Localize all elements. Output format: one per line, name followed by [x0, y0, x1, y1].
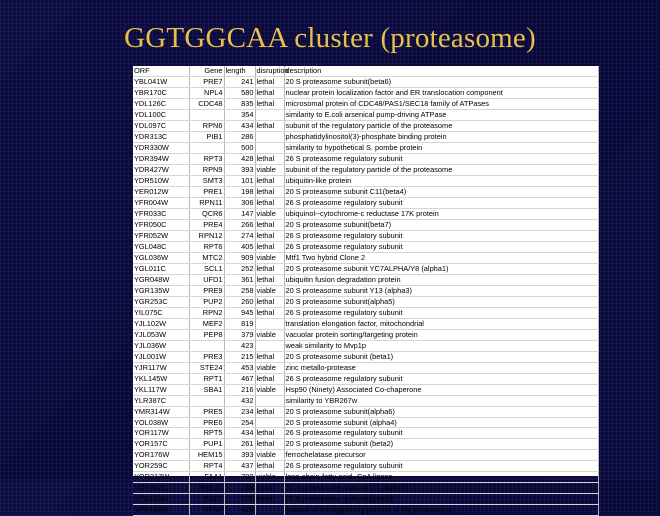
table-row — [133, 417, 598, 428]
cell-description: ferrochelatase precursor — [284, 450, 598, 461]
cell-gene: PRE6 — [189, 417, 224, 428]
cell-length: 379 — [224, 329, 255, 340]
cell-description: 20 S proteasome subunit(beta7) — [284, 219, 598, 230]
cell-length: 274 — [224, 230, 255, 241]
table-row — [133, 362, 598, 373]
cell-length: 254 — [224, 417, 255, 428]
table-row — [133, 428, 598, 439]
cell-description: weak similarity to Mvp1p — [284, 340, 598, 351]
cell-description: microsomal protein of CDC48/PAS1/SEC18 family of ATPases — [284, 98, 598, 109]
table-row — [133, 164, 598, 175]
cell-gene: HEM15 — [189, 450, 224, 461]
cell-length: 434 — [224, 120, 255, 131]
table-row — [133, 98, 598, 109]
cell-gene: RPT1 — [189, 373, 224, 384]
table-row — [133, 252, 598, 263]
cell-length: 286 — [224, 131, 255, 142]
table-row — [133, 285, 598, 296]
table-body — [133, 76, 598, 515]
cell-orf: YDL097C — [133, 120, 189, 131]
table-row — [133, 307, 598, 318]
table-row — [133, 461, 598, 472]
cell-gene: RPN2 — [189, 307, 224, 318]
cell-length: 261 — [224, 439, 255, 450]
table-row — [133, 439, 598, 450]
cell-description: Hsp90 (Ninety) Associated Co-chaperone — [284, 384, 598, 395]
cell-disruption: lethal — [255, 461, 284, 472]
cell-gene: NPL4 — [189, 87, 224, 98]
cell-disruption: lethal — [255, 175, 284, 186]
cell-description: 26 S proteasome regulatory subunit — [284, 197, 598, 208]
cell-orf: YDR510W — [133, 175, 189, 186]
cell-description: Mtf1 Two hybrid Clone 2 — [284, 252, 598, 263]
cell-description: 26 S proteasome regulatory subunit — [284, 461, 598, 472]
cell-description: ubiquitin-like protein — [284, 175, 598, 186]
cell-disruption: lethal — [255, 428, 284, 439]
cell-orf: YKL117W — [133, 384, 189, 395]
cell-orf: YOR176W — [133, 450, 189, 461]
table-row — [133, 450, 598, 461]
cell-gene: RPN12 — [189, 230, 224, 241]
cell-orf: YJR117W — [133, 362, 189, 373]
cell-disruption: lethal — [255, 241, 284, 252]
table-row — [133, 263, 598, 274]
cell-length: 500 — [224, 142, 255, 153]
cell-description: 20 S proteasome subunit(beta6) — [284, 76, 598, 87]
cell-orf: YLR387C — [133, 395, 189, 406]
cell-orf: YDL126C — [133, 98, 189, 109]
cell-length: 467 — [224, 373, 255, 384]
cell-gene: RPN11 — [189, 197, 224, 208]
cell-gene: RPN7 — [189, 505, 224, 516]
cell-orf: YJL053W — [133, 329, 189, 340]
cell-description: 20 S proteasome subunit (beta5) — [284, 494, 598, 505]
cell-gene: SMT3 — [189, 175, 224, 186]
cell-length: 393 — [224, 450, 255, 461]
cell-gene — [189, 109, 224, 120]
cell-gene: PRE10 — [189, 483, 224, 494]
cell-disruption: viable — [255, 450, 284, 461]
header-orf: ORF — [133, 66, 189, 76]
cell-orf: YOR317W — [133, 472, 189, 483]
cell-orf: YFR033C — [133, 208, 189, 219]
cell-gene: PIB1 — [189, 131, 224, 142]
cell-gene — [189, 340, 224, 351]
cell-orf: YKL145W — [133, 373, 189, 384]
table-row — [133, 153, 598, 164]
cell-disruption: lethal — [255, 373, 284, 384]
cell-disruption: lethal — [255, 351, 284, 362]
header-length: length — [224, 66, 255, 76]
cell-disruption: viable — [255, 384, 284, 395]
table-row — [133, 197, 598, 208]
cell-length: 241 — [224, 76, 255, 87]
cell-length: 288 — [224, 483, 255, 494]
cell-orf: YJL001W — [133, 351, 189, 362]
cell-disruption: lethal — [255, 98, 284, 109]
cell-disruption — [255, 505, 284, 516]
cell-orf: YFR004W — [133, 197, 189, 208]
table-row — [133, 131, 598, 142]
cell-orf: YOR259C — [133, 461, 189, 472]
gene-table — [133, 66, 599, 516]
cell-disruption: viable — [255, 252, 284, 263]
cell-disruption: lethal — [255, 483, 284, 494]
cell-length: 258 — [224, 285, 255, 296]
table-row — [133, 494, 598, 505]
table-row — [133, 109, 598, 120]
cell-description: vacuolar protein sorting/targeting protein — [284, 329, 598, 340]
cell-disruption: lethal — [255, 153, 284, 164]
header-disruption: disruption — [256, 66, 289, 75]
cell-length: 101 — [224, 175, 255, 186]
cell-gene: STE24 — [189, 362, 224, 373]
cell-gene: RPT4 — [189, 461, 224, 472]
cell-length: 147 — [224, 208, 255, 219]
cell-gene — [189, 142, 224, 153]
cell-gene: MEF2 — [189, 318, 224, 329]
cell-orf: YMR314W — [133, 406, 189, 417]
cell-length: 453 — [224, 362, 255, 373]
cell-disruption: lethal — [255, 87, 284, 98]
cell-disruption: lethal — [255, 76, 284, 87]
cell-length: 700 — [224, 472, 255, 483]
cell-description: nuclear protein localization factor and ER translocation component — [284, 87, 598, 98]
cell-length: 361 — [224, 274, 255, 285]
cell-disruption: lethal — [255, 494, 284, 505]
header-gene: Gene — [189, 66, 224, 76]
cell-length: 306 — [224, 197, 255, 208]
cell-orf: YOR157C — [133, 439, 189, 450]
cell-description: 26 S proteasome regulatory subunit — [284, 307, 598, 318]
cell-disruption: lethal — [255, 230, 284, 241]
table-row — [133, 274, 598, 285]
table-row — [133, 483, 598, 494]
cell-length: 434 — [224, 428, 255, 439]
cell-disruption: lethal — [255, 274, 284, 285]
table-row — [133, 505, 598, 516]
cell-disruption — [255, 109, 284, 120]
cell-gene: RPT5 — [189, 428, 224, 439]
cell-disruption: lethal — [255, 439, 284, 450]
cell-disruption: lethal — [255, 197, 284, 208]
cell-length: 393 — [224, 164, 255, 175]
cell-gene: PRE2 — [189, 494, 224, 505]
cell-disruption: viable — [255, 329, 284, 340]
cell-length: 909 — [224, 252, 255, 263]
cell-disruption: viable — [255, 472, 284, 483]
cell-orf: YOL038W — [133, 417, 189, 428]
table-row — [133, 175, 598, 186]
cell-length: 198 — [224, 186, 255, 197]
table-row — [133, 186, 598, 197]
cell-description: similarity to YBR267w — [284, 395, 598, 406]
cell-gene: RPT3 — [189, 153, 224, 164]
cell-length: 429 — [224, 505, 255, 516]
cell-description: subunit of the regulatory particle of the proteasome — [284, 164, 598, 175]
cell-description: long-chain-fatty-acid--CoA ligase — [284, 472, 598, 483]
cell-description: phosphatidylinositol(3)-phosphate binding protein — [284, 131, 598, 142]
cell-description: similarity to E.coli arsenical pump-driving ATPase — [284, 109, 598, 120]
cell-description: 26 S proteasome regulatory subunit — [284, 153, 598, 164]
cell-description: ubiquitin fusion degradation protein — [284, 274, 598, 285]
cell-gene: RPT6 — [189, 241, 224, 252]
cell-description: translation elongation factor, mitochondrial — [284, 318, 598, 329]
cell-description: 20 S proteasome subunit YC7ALPHA/Y8 (alpha1) — [284, 263, 598, 274]
cell-description: 20 S proteasome subunit(alpha6) — [284, 406, 598, 417]
cell-disruption: lethal — [255, 406, 284, 417]
table-row — [133, 241, 598, 252]
cell-orf: YGL036W — [133, 252, 189, 263]
cell-disruption: lethal — [255, 186, 284, 197]
table-row — [133, 76, 598, 87]
cell-description: subunit of the regulatory particle of the proteasome — [284, 505, 598, 516]
cell-orf: YPR103W — [133, 494, 189, 505]
spreadsheet-table-image — [133, 66, 598, 515]
cell-gene: PRE3 — [189, 351, 224, 362]
cell-gene: CDC48 — [189, 98, 224, 109]
cell-gene: PRE4 — [189, 219, 224, 230]
header-description: description — [284, 66, 598, 76]
table-row — [133, 340, 598, 351]
cell-disruption — [255, 131, 284, 142]
cell-gene: PRE5 — [189, 406, 224, 417]
cell-disruption: lethal — [255, 307, 284, 318]
cell-orf: YGR048W — [133, 274, 189, 285]
table-header-row — [133, 66, 598, 76]
table-row — [133, 120, 598, 131]
cell-orf: YJL036W — [133, 340, 189, 351]
table-row — [133, 395, 598, 406]
cell-length: 432 — [224, 395, 255, 406]
cell-disruption — [255, 340, 284, 351]
cell-orf: YGR135W — [133, 285, 189, 296]
cell-length: 266 — [224, 219, 255, 230]
cell-gene: PRE1 — [189, 186, 224, 197]
cell-description: 26 S proteasome regulatory subunit — [284, 428, 598, 439]
cell-gene: RPN9 — [189, 164, 224, 175]
cell-disruption — [255, 142, 284, 153]
cell-gene: SBA1 — [189, 384, 224, 395]
cell-length: 287 — [224, 494, 255, 505]
cell-disruption: viable — [255, 164, 284, 175]
cell-description: 20 S proteasome subunit (beta2) — [284, 439, 598, 450]
cell-gene: PRE9 — [189, 285, 224, 296]
cell-length: 405 — [224, 241, 255, 252]
cell-description: 20 S proteasome subunit C1 (alpha7) — [284, 483, 598, 494]
cell-disruption: viable — [255, 208, 284, 219]
table-row — [133, 296, 598, 307]
cell-description: 26 S proteasome regulatory subunit — [284, 373, 598, 384]
cell-gene: PUP2 — [189, 296, 224, 307]
table-row — [133, 142, 598, 153]
table-row — [133, 406, 598, 417]
cell-orf: YDL100C — [133, 109, 189, 120]
cell-orf: YPR108W — [133, 505, 189, 516]
table-row — [133, 318, 598, 329]
cell-length: 252 — [224, 263, 255, 274]
cell-orf: YDR330W — [133, 142, 189, 153]
cell-gene: SCL1 — [189, 263, 224, 274]
cell-orf: YJL102W — [133, 318, 189, 329]
cell-disruption — [255, 395, 284, 406]
cell-gene: QCR6 — [189, 208, 224, 219]
table-row — [133, 230, 598, 241]
cell-orf: YOR362C — [133, 483, 189, 494]
cell-orf: YOR117W — [133, 428, 189, 439]
cell-orf: YGL011C — [133, 263, 189, 274]
cell-description: ubiquinol--cytochrome-c reductase 17K protein — [284, 208, 598, 219]
cell-orf: YGL048C — [133, 241, 189, 252]
cell-description: subunit of the regulatory particle of the proteasome — [284, 120, 598, 131]
cell-description: 20 S proteasome subunit (beta1) — [284, 351, 598, 362]
cell-gene: MTC2 — [189, 252, 224, 263]
cell-disruption: viable — [255, 285, 284, 296]
cell-orf: YBR170C — [133, 87, 189, 98]
table-row — [133, 373, 598, 384]
table-row — [133, 329, 598, 340]
table-row — [133, 472, 598, 483]
cell-orf: YFR052W — [133, 230, 189, 241]
cell-description: 20 S proteasome subunit C11(beta4) — [284, 186, 598, 197]
cell-disruption — [255, 417, 284, 428]
cell-length: 216 — [224, 384, 255, 395]
cell-length: 215 — [224, 351, 255, 362]
cell-disruption: lethal — [255, 296, 284, 307]
cell-disruption: lethal — [255, 219, 284, 230]
cell-length: 835 — [224, 98, 255, 109]
cell-length: 423 — [224, 340, 255, 351]
cell-gene: RPN6 — [189, 120, 224, 131]
cell-gene: PRE7 — [189, 76, 224, 87]
cell-orf: YDR394W — [133, 153, 189, 164]
cell-gene: FAA1 — [189, 472, 224, 483]
cell-disruption — [255, 318, 284, 329]
cell-description: 20 S proteasome subunit Y13 (alpha3) — [284, 285, 598, 296]
table-row — [133, 351, 598, 362]
cell-length: 354 — [224, 109, 255, 120]
cell-gene — [189, 395, 224, 406]
table-row — [133, 208, 598, 219]
cell-length: 234 — [224, 406, 255, 417]
cell-orf: YDR313C — [133, 131, 189, 142]
cell-description: zinc metallo-protease — [284, 362, 598, 373]
cell-length: 580 — [224, 87, 255, 98]
cell-disruption: lethal — [255, 263, 284, 274]
cell-description: 26 S proteasome regulatory subunit — [284, 230, 598, 241]
cell-gene: UFD1 — [189, 274, 224, 285]
table-row — [133, 384, 598, 395]
cell-length: 819 — [224, 318, 255, 329]
cell-description: 20 S proteasome subunit (alpha4) — [284, 417, 598, 428]
cell-orf: YDR427W — [133, 164, 189, 175]
cell-orf: YFR050C — [133, 219, 189, 230]
cell-description: 20 S proteasome subunit(alpha5) — [284, 296, 598, 307]
cell-orf: YBL041W — [133, 76, 189, 87]
cell-length: 260 — [224, 296, 255, 307]
table-row — [133, 87, 598, 98]
cell-description: similarity to hypothetical S. pombe protein — [284, 142, 598, 153]
cell-description: 26 S proteasome regulatory subunit — [284, 241, 598, 252]
cell-gene: PUP1 — [189, 439, 224, 450]
slide-title: GGTGGCAA cluster (proteasome) — [124, 22, 536, 54]
cell-disruption: lethal — [255, 120, 284, 131]
cell-length: 428 — [224, 153, 255, 164]
table-row — [133, 219, 598, 230]
cell-orf: YGR253C — [133, 296, 189, 307]
cell-orf: YER012W — [133, 186, 189, 197]
cell-gene: PEP8 — [189, 329, 224, 340]
cell-orf: YIL075C — [133, 307, 189, 318]
cell-disruption: viable — [255, 362, 284, 373]
cell-length: 945 — [224, 307, 255, 318]
cell-length: 437 — [224, 461, 255, 472]
